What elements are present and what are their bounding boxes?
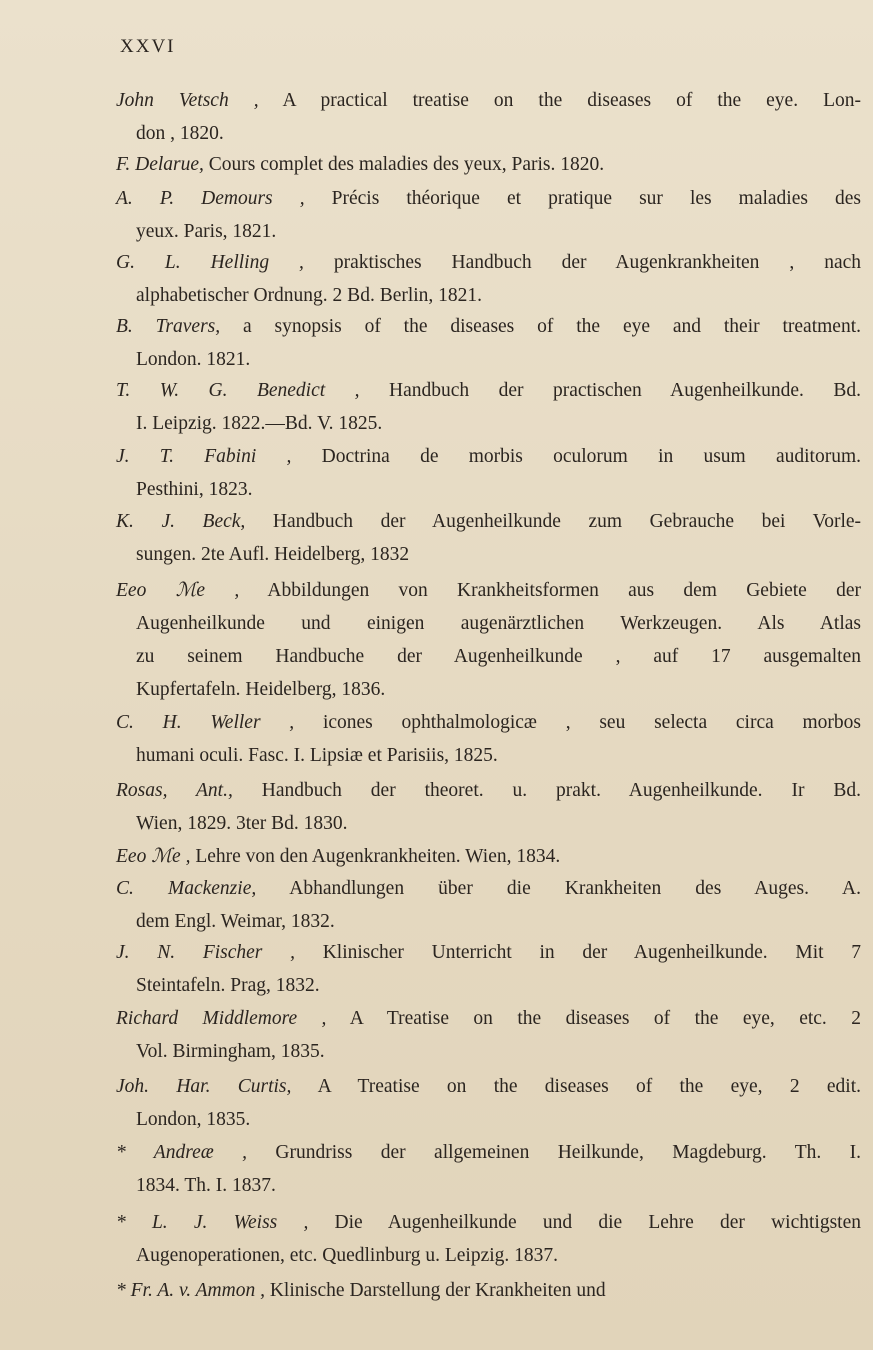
entry-text: London. 1821. <box>136 349 251 370</box>
bibliography-entry <box>116 246 861 312</box>
entry-line <box>116 969 861 1002</box>
entry-text: Vol. Birmingham, 1835. <box>136 1041 325 1062</box>
entry-line <box>116 505 861 538</box>
entry-text: Abhandlungen über die Krankheiten des Auges. A. <box>289 878 861 899</box>
entry-line <box>116 574 861 607</box>
entry-text: Pesthini, 1823. <box>136 479 253 500</box>
entry-line <box>116 1169 861 1202</box>
entry-line <box>116 936 861 969</box>
entry-text: Kupfertafeln. Heidelberg, 1836. <box>136 679 386 700</box>
entry-text: a synopsis of the diseases of the eye and their treatment. <box>243 316 861 337</box>
entry-text: 1834. Th. I. 1837. <box>136 1175 276 1196</box>
entry-line <box>116 739 861 772</box>
bibliography-entry <box>116 936 861 1002</box>
entry-text: Augenoperationen, etc. Quedlinburg u. Leipzig. 1837. <box>136 1245 559 1266</box>
entry-author: F. Delarue, <box>116 154 204 175</box>
entry-line <box>116 640 861 673</box>
entry-text: Wien, 1829. 3ter Bd. 1830. <box>136 813 348 834</box>
entry-text: Précis théorique et pratique sur les maladies des <box>331 188 861 209</box>
bibliography-entry <box>116 872 861 938</box>
entry-text: Steintafeln. Prag, 1832. <box>136 975 320 996</box>
entry-author: C. H. Weller , <box>116 712 295 733</box>
entry-author: Eeo ℳe , <box>116 846 191 867</box>
entry-line <box>116 117 861 150</box>
entry-text: don , 1820. <box>136 123 224 144</box>
entry-line <box>116 1206 861 1239</box>
entry-text: A practical treatise on the diseases of the eye. Lon- <box>282 90 861 111</box>
entry-text: I. Leipzig. 1822.—Bd. V. 1825. <box>136 413 383 434</box>
entry-line <box>116 343 861 376</box>
entry-author: Richard Middlemore , <box>116 1008 327 1029</box>
entry-text: London, 1835. <box>136 1109 251 1130</box>
bibliography-entry <box>116 84 861 150</box>
entry-text: icones ophthalmologicæ , seu selecta circa morbos <box>322 712 862 733</box>
page-number: XXVI <box>120 36 176 57</box>
entry-line <box>116 182 861 215</box>
entry-text: Cours complet des maladies des yeux, Paris. 1820. <box>208 154 605 175</box>
entry-line <box>116 473 861 506</box>
entry-line <box>116 774 861 807</box>
entry-line <box>116 84 861 117</box>
entry-author: T. W. G. Benedict , <box>116 380 360 401</box>
entry-line <box>116 246 861 279</box>
entry-line <box>116 1002 861 1035</box>
entry-line <box>116 279 861 312</box>
entry-line <box>116 407 861 440</box>
entry-line <box>116 807 861 840</box>
entry-author: Joh. Har. Curtis, <box>116 1076 292 1097</box>
bibliography-entry <box>116 1002 861 1068</box>
entry-text: Augenheilkunde und einigen augenärztlichen Werkzeugen. Als Atlas <box>136 613 861 634</box>
entry-text: Handbuch der practischen Augenheilkunde. Bd. <box>388 380 861 401</box>
entry-line <box>116 1136 861 1169</box>
bibliography-entry <box>116 1206 861 1272</box>
entry-text: Die Augenheilkunde und die Lehre der wichtigsten <box>334 1212 861 1233</box>
entry-line <box>116 1035 861 1068</box>
entry-line <box>116 1070 861 1103</box>
entry-text: Klinischer Unterricht in der Augenheilkunde. Mit 7 <box>322 942 861 963</box>
entry-author: B. Travers, <box>116 316 221 337</box>
entry-text: Grundriss der allgemeinen Heilkunde, Magdeburg. Th. I. <box>275 1142 861 1163</box>
bibliography-entry <box>116 706 861 772</box>
entry-line <box>116 538 861 571</box>
entry-author: * Andreæ , <box>116 1142 248 1163</box>
bibliography-entry <box>116 148 861 181</box>
entry-text: Handbuch der theoret. u. prakt. Augenheilkunde. Ir Bd. <box>261 780 861 801</box>
entry-author: Eeo ℳe , <box>116 580 240 601</box>
entry-text: humani oculi. Fasc. I. Lipsiæ et Parisiis, 1825. <box>136 745 498 766</box>
entry-author: J. T. Fabini , <box>116 446 292 467</box>
entry-author: K. J. Beck, <box>116 511 246 532</box>
entry-text: Lehre von den Augenkrankheiten. Wien, 1834. <box>195 846 561 867</box>
bibliography-entry <box>116 1070 861 1136</box>
entry-text: Abbildungen von Krankheitsformen aus dem Gebiete der <box>267 580 861 601</box>
entry-line <box>116 872 861 905</box>
bibliography-entry <box>116 574 861 706</box>
entry-line <box>116 1274 861 1307</box>
entry-line <box>116 148 861 181</box>
entry-text: dem Engl. Weimar, 1832. <box>136 911 335 932</box>
entry-author: J. N. Fischer , <box>116 942 295 963</box>
entry-author: * L. J. Weiss , <box>116 1212 309 1233</box>
entry-line <box>116 840 861 873</box>
bibliography-entry <box>116 505 861 571</box>
bibliography-entry <box>116 1274 861 1307</box>
bibliography-entry <box>116 440 861 506</box>
entry-text: Handbuch der Augenheilkunde zum Gebrauche bei Vorle- <box>272 511 862 532</box>
entry-author: John Vetsch , <box>116 90 259 111</box>
entry-text: Doctrina de morbis oculorum in usum auditorum. <box>321 446 861 467</box>
entry-line <box>116 905 861 938</box>
entry-author: G. L. Helling , <box>116 252 304 273</box>
entry-text: A Treatise on the diseases of the eye, 2 edit. <box>317 1076 861 1097</box>
entry-text: yeux. Paris, 1821. <box>136 221 277 242</box>
entry-line <box>116 215 861 248</box>
entry-line <box>116 706 861 739</box>
bibliography-entry <box>116 840 861 873</box>
entry-line <box>116 440 861 473</box>
entry-author: * Fr. A. v. Ammon , <box>116 1280 265 1301</box>
entry-line <box>116 607 861 640</box>
entry-line <box>116 1103 861 1136</box>
entry-author: C. Mackenzie, <box>116 878 257 899</box>
entry-text: sungen. 2te Aufl. Heidelberg, 1832 <box>136 544 410 565</box>
entry-line <box>116 1239 861 1272</box>
bibliography-entry <box>116 310 861 376</box>
entry-text: praktisches Handbuch der Augenkrankheiten , nach <box>333 252 862 273</box>
entry-text: zu seinem Handbuche der Augenheilkunde , auf 17 ausgemalten <box>136 646 861 667</box>
entry-line <box>116 310 861 343</box>
bibliography-entry <box>116 1136 861 1202</box>
bibliography-entry <box>116 774 861 840</box>
entry-author: Rosas, Ant., <box>116 780 233 801</box>
entry-text: Klinische Darstellung der Krankheiten und <box>269 1280 606 1301</box>
entry-author: A. P. Demours , <box>116 188 305 209</box>
entry-line <box>116 673 861 706</box>
bibliography-entry <box>116 374 861 440</box>
entry-line <box>116 374 861 407</box>
entry-text: A Treatise on the diseases of the eye, etc. 2 <box>349 1008 861 1029</box>
entry-text: alphabetischer Ordnung. 2 Bd. Berlin, 1821. <box>136 285 483 306</box>
bibliography-entry <box>116 182 861 248</box>
